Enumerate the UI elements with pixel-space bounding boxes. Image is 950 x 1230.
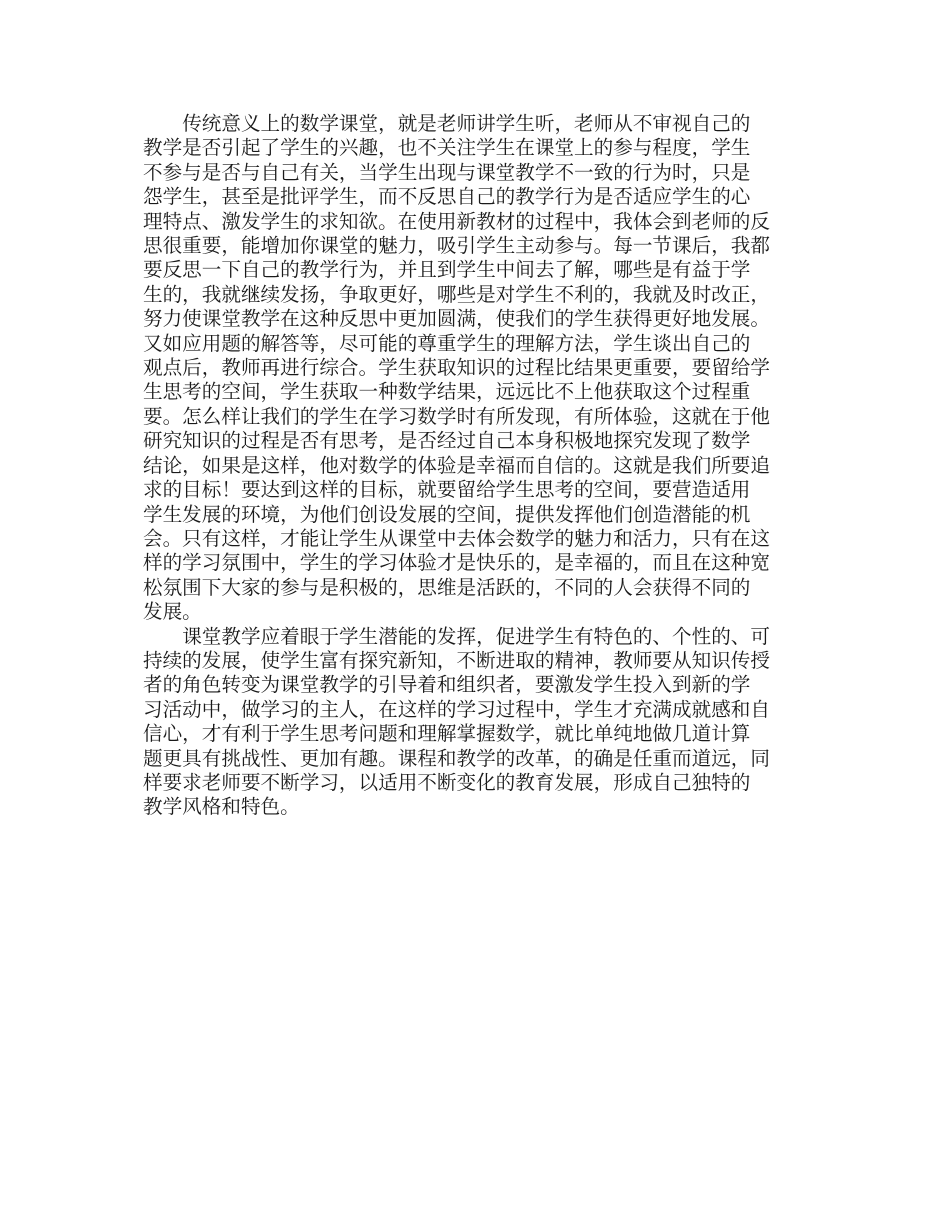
document-body [143,112,813,820]
paragraph-2: 课堂教学应着眼于学生潜能的发挥，促进学生有特色的、个性的、可 持续的发展，使学生富有探究新知，不断进取的精神，教师要从知识传授 者的角色转变为课堂教学的引导着和组织者，要激发学生投入到新的学 习活动中，做学习的主人，在这样的学习过程中，学生才充满成就感和自 信心，才有利于学生思考问题和理解掌握数学，就比单纯地做几道计算 题更具有挑战性、更加有趣。课程和教学的改革，的确是任重而道远，同 样要求老师要不断学习，以适用不断变化的教育发展，形成自己独特的 教学风格和特色。 [143,624,770,819]
paragraph-1: 传统意义上的数学课堂，就是老师讲学生听，老师从不审视自己的 教学是否引起了学生的兴趣，也不关注学生在课堂上的参与程度，学生 不参与是否与自己有关，当学生出现与课堂教学不一致的行为时，只是 怨学生，甚至是批评学生，而不反思自己的教学行为是否适应学生的心 理特点、激发学生的求知欲。在使用新教材的过程中，我体会到老师的反 思很重要，能增加你课堂的魅力，吸引学生主动参与。每一节课后，我都 要反思一下自己的教学行为，并且到学生中间去了解，哪些是有益于学 生的，我就继续发扬，争取更好，哪些是对学生不利的，我就及时改正， 努力使课堂教学在这种反思中更加圆满，使我们的学生获得更好地发展。 又如应用题的解答等，尽可能的尊重学生的理解方法，学生谈出自己的 观点后，教师再进行综合。学生获取知识的过程比结果更重要，要留给学 生思考的空间，学生获取一种数学结果，远远比不上他获取这个过程重 要。怎么样让我们的学生在学习数学时有所发现，有所体验，这就在于他 研究知识的过程是否有思考，是否经过自己本身积极地探究发现了数学 结论，如果是这样，他对数学的体验是幸福而自信的。这就是我们所要追 求的目标！要达到这样的目标，就要留给学生思考的空间，要营造适用 学生发展的环境，为他们创设发展的空间，提供发挥他们创造潜能的机 会。只有这样，才能让学生从课堂中去体会数学的魅力和活力，只有在这 样的学习氛围中，学生的学习体验才是快乐的，是幸福的，而且在这种宽 松氛围下大家的参与是积极的，思维是活跃的，不同的人会获得不同的 发展。 [143,112,770,624]
